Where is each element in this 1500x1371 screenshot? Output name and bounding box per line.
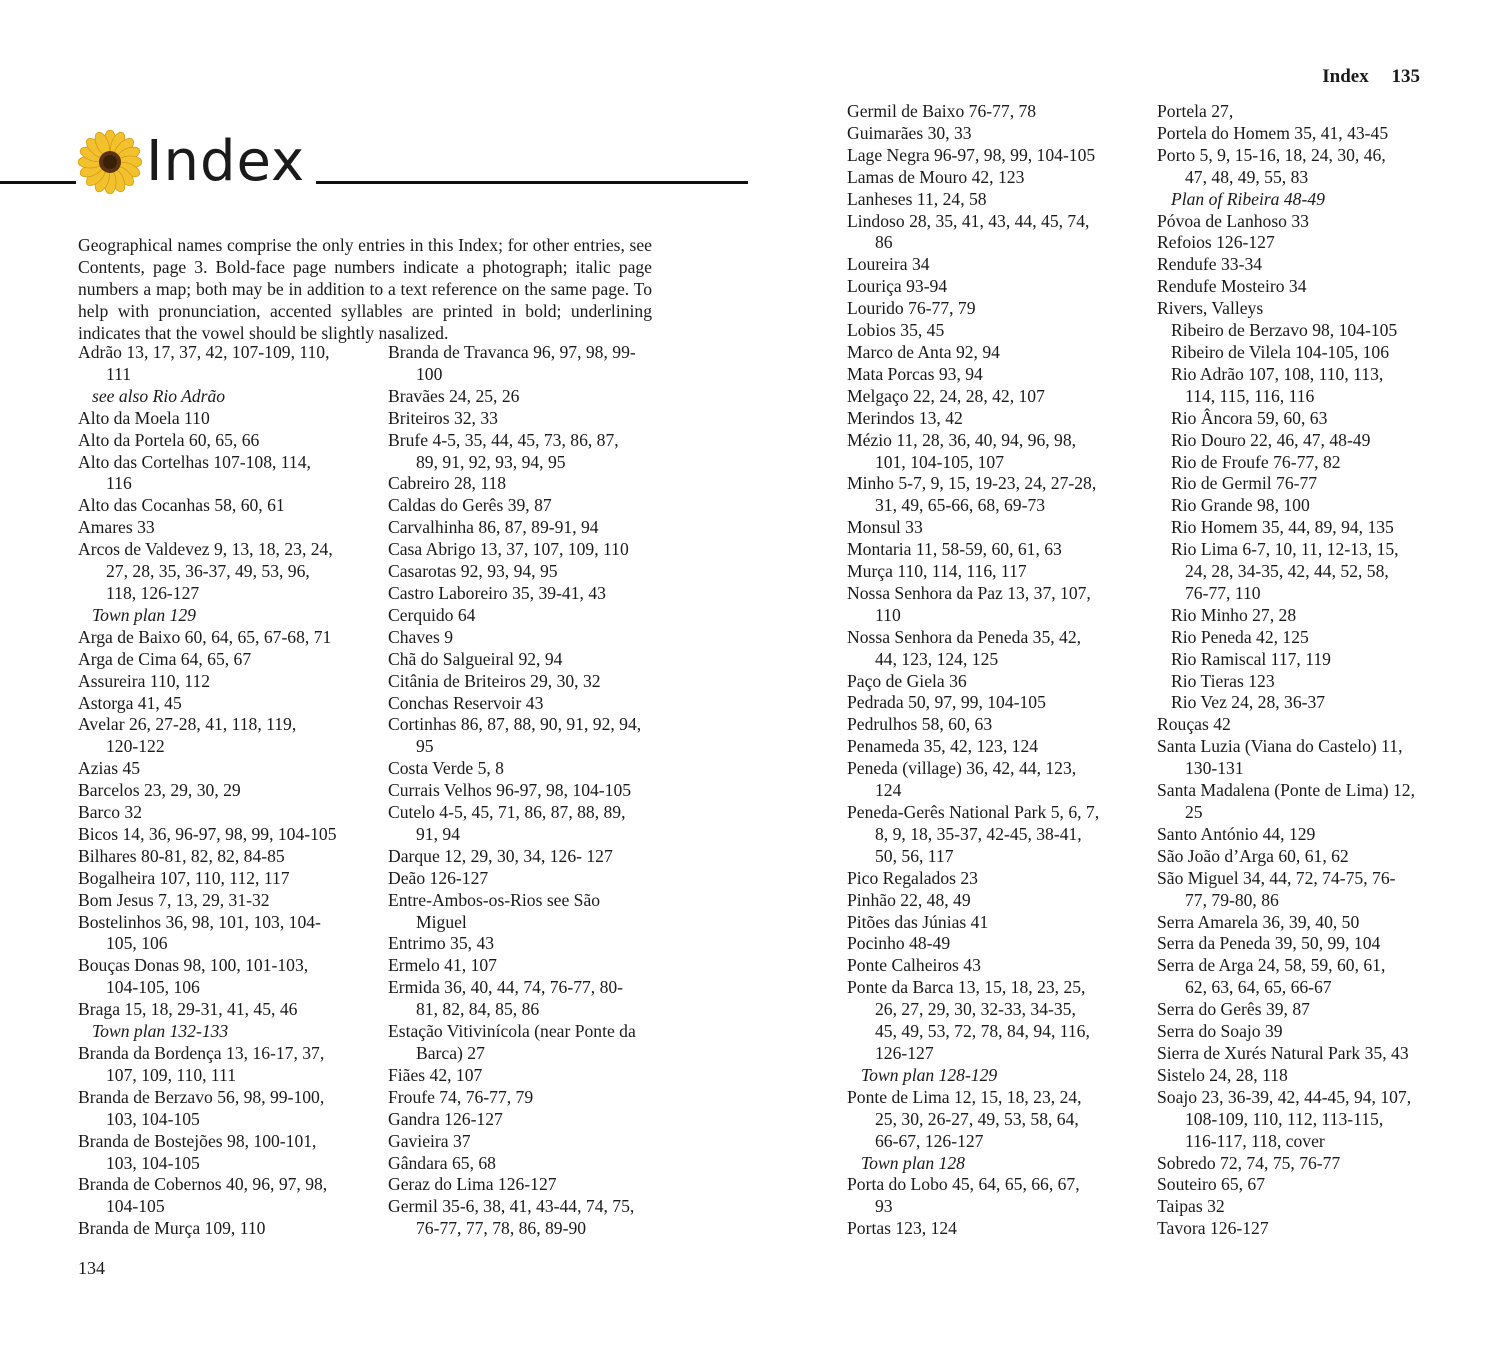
index-entry: 118, 126-127	[106, 582, 200, 603]
index-entry: Amares 33	[78, 517, 155, 538]
index-entry: Portela do Homem 35, 41, 43-45	[1157, 122, 1389, 143]
index-entry: Ermida 36, 40, 44, 74, 76-77, 80-	[388, 977, 624, 998]
index-entry: Rio Peneda 42, 125	[1171, 626, 1309, 647]
index-entry: Rio Homem 35, 44, 89, 94, 135	[1171, 517, 1394, 538]
index-entry: see also Rio Adrão	[92, 385, 226, 406]
index-entry: Branda de Travanca 96, 97, 98, 99-	[388, 342, 636, 362]
index-entry: Town plan 128-129	[861, 1064, 998, 1085]
index-entry: Barca) 27	[416, 1043, 485, 1063]
index-entry: 25	[1185, 802, 1203, 822]
index-entry: 66-67, 126-127	[875, 1130, 984, 1151]
index-entry: Barco 32	[78, 802, 143, 823]
index-entry: Tavora 126-127	[1157, 1218, 1269, 1239]
index-entry: Taipas 32	[1157, 1196, 1225, 1217]
index-entry: Serra do Soajo 39	[1157, 1021, 1283, 1042]
index-entry: Rouças 42	[1157, 714, 1231, 735]
index-entry: 31, 49, 65-66, 68, 69-73	[875, 495, 1046, 516]
index-entry: 110	[875, 604, 901, 625]
index-entry: 108-109, 110, 112, 113-115,	[1185, 1108, 1384, 1129]
index-entry: 45, 49, 53, 72, 78, 84, 94, 116,	[875, 1021, 1090, 1042]
index-entry: Bostelinhos 36, 98, 101, 103, 104-	[78, 911, 321, 932]
index-entry: Rivers, Valleys	[1157, 298, 1264, 319]
index-entry: Azias 45	[78, 758, 141, 779]
index-entry: 124	[875, 780, 902, 801]
index-entry: Murça 110, 114, 116, 117	[847, 561, 1027, 582]
index-entry: Santa Luzia (Viana do Castelo) 11,	[1157, 736, 1403, 757]
index-entry: Bogalheira 107, 110, 112, 117	[78, 867, 290, 888]
index-entry: Lamas de Mouro 42, 123	[847, 166, 1025, 187]
index-entry: Alto das Cortelhas 107-108, 114,	[78, 451, 311, 472]
index-entry: 77, 79-80, 86	[1185, 889, 1279, 910]
index-entry: Bicos 14, 36, 96-97, 98, 99, 104-105	[78, 823, 337, 844]
index-entry: Branda da Bordença 13, 16-17, 37,	[78, 1043, 325, 1063]
index-column-4	[1157, 101, 1467, 1240]
index-entry: 44, 123, 124, 125	[875, 648, 999, 669]
index-entry: Briteiros 32, 33	[388, 407, 498, 428]
sunflower-icon	[78, 130, 142, 194]
index-entry: Plan of Ribeira 48-49	[1171, 188, 1325, 209]
index-entry: 130-131	[1185, 758, 1244, 779]
index-entry: Arga de Cima 64, 65, 67	[78, 648, 252, 669]
index-entry: 47, 48, 49, 55, 83	[1185, 166, 1309, 187]
index-entry: Braga 15, 18, 29-31, 41, 45, 46	[78, 999, 298, 1020]
index-entry: Cortinhas 86, 87, 88, 90, 91, 92, 94,	[388, 714, 642, 735]
index-entry: 101, 104-105, 107	[875, 451, 1005, 472]
index-entry: Branda de Murça 109, 110	[78, 1218, 266, 1239]
index-entry: Germil de Baixo 76-77, 78	[847, 101, 1037, 121]
running-header-page: 135	[1391, 66, 1420, 87]
index-entry: Monsul 33	[847, 517, 923, 538]
index-entry: 114, 115, 116, 116	[1185, 385, 1315, 406]
index-entry: Ponte da Barca 13, 15, 18, 23, 25,	[847, 977, 1086, 998]
index-entry: Froufe 74, 76-77, 79	[388, 1086, 534, 1107]
index-entry: Rio Âncora 59, 60, 63	[1171, 407, 1328, 428]
index-entry: Germil 35-6, 38, 41, 43-44, 74, 75,	[388, 1196, 635, 1217]
index-entry: Serra de Arga 24, 58, 59, 60, 61,	[1157, 955, 1386, 976]
index-entry: Rio Douro 22, 46, 47, 48-49	[1171, 429, 1371, 450]
index-entry: Caldas do Gerês 39, 87	[388, 495, 552, 516]
index-entry: Sierra de Xurés Natural Park 35, 43	[1157, 1042, 1409, 1063]
index-title-row	[0, 124, 760, 204]
index-entry: Refoios 126-127	[1157, 232, 1275, 253]
index-entry: Santa Madalena (Ponte de Lima) 12,	[1157, 780, 1415, 801]
index-entry: Mézio 11, 28, 36, 40, 94, 96, 98,	[847, 429, 1077, 450]
index-entry: Gavieira 37	[388, 1130, 471, 1151]
index-entry: Serra da Peneda 39, 50, 99, 104	[1157, 933, 1381, 954]
index-entry: Town plan 132-133	[92, 1021, 229, 1042]
index-entry: 76-77, 77, 78, 86, 89-90	[416, 1218, 587, 1239]
index-entry: 86	[875, 232, 893, 253]
running-header-section: Index	[1322, 66, 1369, 87]
index-column-2	[388, 342, 688, 1240]
index-entry: Marco de Anta 92, 94	[847, 341, 1000, 362]
index-entry: Adrão 13, 17, 37, 42, 107-109, 110,	[78, 342, 330, 362]
index-entry: Minho 5-7, 9, 15, 19-23, 24, 27-28,	[847, 473, 1097, 494]
index-entry: Rio Grande 98, 100	[1171, 495, 1310, 516]
index-entry: Deão 126-127	[388, 867, 489, 888]
index-entry: 126-127	[875, 1042, 934, 1063]
running-header	[1304, 66, 1420, 88]
index-entry: Mata Porcas 93, 94	[847, 363, 983, 384]
index-entry: 120-122	[106, 736, 165, 757]
intro-paragraph: Geographical names comprise the only entries in this Index; for other entries, see Contents, page 3. Bold-face page numbers indicate a photograph; italic page numbers a map; both may be in addition to a text reference on the same page. To help with pronunciation, accented syllables are printed in bold; underlining indicates that the vowel should be slightly nasalized.	[78, 234, 652, 343]
index-entry: 25, 30, 26-27, 49, 53, 58, 64,	[875, 1108, 1079, 1129]
index-entry: Gândara 65, 68	[388, 1152, 496, 1173]
index-entry: Arcos de Valdevez 9, 13, 18, 23, 24,	[78, 539, 333, 560]
index-entry: Cerquido 64	[388, 604, 476, 625]
index-entry: Soajo 23, 36-39, 42, 44-45, 94, 107,	[1157, 1086, 1412, 1107]
index-entry: Branda de Bostejões 98, 100-101,	[78, 1130, 317, 1151]
index-entry: Cutelo 4-5, 45, 71, 86, 87, 88, 89,	[388, 802, 626, 823]
index-entry: Barcelos 23, 29, 30, 29	[78, 780, 241, 801]
index-entry: Gandra 126-127	[388, 1108, 503, 1129]
page-title: Index	[146, 129, 306, 194]
page-number: 134	[78, 1258, 105, 1278]
index-entry: Fiães 42, 107	[388, 1064, 483, 1085]
index-entry: Darque 12, 29, 30, 34, 126- 127	[388, 845, 613, 866]
index-entry: Pico Regalados 23	[847, 867, 978, 888]
index-entry: Entrimo 35, 43	[388, 933, 495, 954]
index-entry: 107, 109, 110, 111	[106, 1064, 236, 1085]
index-entry: Portela 27,	[1157, 101, 1234, 121]
index-entry: Alto das Cocanhas 58, 60, 61	[78, 495, 285, 516]
index-entry: Pedrulhos 58, 60, 63	[847, 714, 993, 735]
index-entry: São Miguel 34, 44, 72, 74-75, 76-	[1157, 867, 1396, 888]
index-entry: 103, 104-105	[106, 1108, 200, 1129]
index-entry: Lobios 35, 45	[847, 320, 945, 341]
index-entry: Serra Amarela 36, 39, 40, 50	[1157, 911, 1360, 932]
index-entry: Branda de Cobernos 40, 96, 97, 98,	[78, 1174, 328, 1195]
index-entry: Chã do Salgueiral 92, 94	[388, 648, 563, 669]
index-entry: Peneda-Gerês National Park 5, 6, 7,	[847, 802, 1100, 822]
index-entry: Astorga 41, 45	[78, 692, 182, 713]
index-entry: 50, 56, 117	[875, 845, 954, 866]
index-entry: Lindoso 28, 35, 41, 43, 44, 45, 74,	[847, 210, 1090, 231]
index-entry: Pedrada 50, 97, 99, 104-105	[847, 692, 1046, 713]
index-entry: Avelar 26, 27-28, 41, 118, 119,	[78, 714, 297, 735]
index-entry: Sobredo 72, 74, 75, 76-77	[1157, 1152, 1341, 1173]
index-entry: 105, 106	[106, 933, 168, 954]
index-entry: Santo António 44, 129	[1157, 823, 1316, 844]
index-entry: Rio Ramiscal 117, 119	[1171, 648, 1331, 669]
index-entry: Serra do Gerês 39, 87	[1157, 999, 1310, 1020]
index-entry: 76-77, 110	[1185, 582, 1261, 603]
index-entry: 93	[875, 1196, 893, 1217]
index-entry: 104-105	[106, 1196, 165, 1217]
index-entry: Alto da Moela 110	[78, 407, 210, 428]
index-entry: Rio Tieras 123	[1171, 670, 1275, 691]
index-entry: Rendufe Mosteiro 34	[1157, 276, 1307, 297]
index-entry: São João d’Arga 60, 61, 62	[1157, 845, 1349, 866]
index-entry: Penameda 35, 42, 123, 124	[847, 736, 1039, 757]
index-entry: Pinhão 22, 48, 49	[847, 889, 971, 910]
index-entry: Entre-Ambos-os-Rios see São	[388, 889, 601, 910]
index-entry: 81, 82, 84, 85, 86	[416, 999, 540, 1020]
index-entry: Rendufe 33-34	[1157, 254, 1263, 275]
index-entry: 104-105, 106	[106, 977, 200, 998]
index-entry: Bravães 24, 25, 26	[388, 385, 520, 406]
index-entry: Chaves 9	[388, 626, 453, 647]
index-entry: Guimarães 30, 33	[847, 122, 972, 143]
index-entry: Nossa Senhora da Paz 13, 37, 107,	[847, 582, 1091, 603]
title-rule-right	[316, 181, 748, 184]
index-entry: 111	[106, 363, 132, 384]
index-entry: Casa Abrigo 13, 37, 107, 109, 110	[388, 539, 629, 560]
index-entry: Bouças Donas 98, 100, 101-103,	[78, 955, 309, 976]
index-entry: Citânia de Briteiros 29, 30, 32	[388, 670, 601, 691]
index-entry: Alto da Portela 60, 65, 66	[78, 429, 260, 450]
index-column-3	[847, 101, 1147, 1240]
index-entry: 26, 27, 29, 30, 32-33, 34-35,	[875, 999, 1076, 1020]
index-entry: Porto 5, 9, 15-16, 18, 24, 30, 46,	[1157, 144, 1386, 165]
index-entry: Lanheses 11, 24, 58	[847, 188, 987, 209]
index-entry: Ermelo 41, 107	[388, 955, 497, 976]
index-entry: Miguel	[416, 911, 467, 932]
index-entry: Sistelo 24, 28, 118	[1157, 1064, 1288, 1085]
index-entry: Town plan 128	[861, 1152, 965, 1173]
index-entry: Bilhares 80-81, 82, 82, 84-85	[78, 845, 285, 866]
index-entry: Town plan 129	[92, 604, 196, 625]
index-entry: Castro Laboreiro 35, 39-41, 43	[388, 582, 606, 603]
index-entry: Souteiro 65, 67	[1157, 1174, 1266, 1195]
index-entry: Estação Vitivinícola (near Ponte da	[388, 1021, 636, 1042]
index-entry: 8, 9, 18, 35-37, 42-45, 38-41,	[875, 823, 1082, 844]
index-entry: Lage Negra 96-97, 98, 99, 104-105	[847, 144, 1096, 165]
index-entry: Rio Adrão 107, 108, 110, 113,	[1171, 363, 1384, 384]
index-entry: Paço de Giela 36	[847, 670, 967, 691]
index-entry: Pitões das Júnias 41	[847, 911, 989, 932]
index-entry: Rio de Froufe 76-77, 82	[1171, 451, 1341, 472]
index-entry: Montaria 11, 58-59, 60, 61, 63	[847, 539, 1062, 560]
index-entry: 89, 91, 92, 93, 94, 95	[416, 451, 566, 472]
index-entry: Costa Verde 5, 8	[388, 758, 504, 779]
index-entry: Póvoa de Lanhoso 33	[1157, 210, 1309, 231]
index-entry: Branda de Berzavo 56, 98, 99-100,	[78, 1086, 325, 1107]
index-column-1	[78, 342, 378, 1240]
index-entry: 116	[106, 473, 132, 494]
index-entry: Casarotas 92, 93, 94, 95	[388, 561, 558, 582]
index-entry: Conchas Reservoir 43	[388, 692, 544, 713]
index-entry: Rio Minho 27, 28	[1171, 604, 1297, 625]
index-entry: 62, 63, 64, 65, 66-67	[1185, 977, 1332, 998]
index-entry: Brufe 4-5, 35, 44, 45, 73, 86, 87,	[388, 429, 619, 450]
index-entry: Carvalhinha 86, 87, 89-91, 94	[388, 517, 599, 538]
index-entry: Lourido 76-77, 79	[847, 298, 976, 319]
index-entry: Cabreiro 28, 118	[388, 473, 507, 494]
index-entry: Ponte Calheiros 43	[847, 955, 981, 976]
index-entry: Nossa Senhora da Peneda 35, 42,	[847, 626, 1082, 647]
index-entry: Ponte de Lima 12, 15, 18, 23, 24,	[847, 1086, 1082, 1107]
index-entry: Melgaço 22, 24, 28, 42, 107	[847, 385, 1045, 406]
index-entry: 27, 28, 35, 36-37, 49, 53, 96,	[106, 561, 310, 582]
index-entry: Peneda (village) 36, 42, 44, 123,	[847, 758, 1077, 779]
index-entry: 24, 28, 34-35, 42, 44, 52, 58,	[1185, 561, 1389, 582]
index-entry: Rio Vez 24, 28, 36-37	[1171, 692, 1326, 713]
index-entry: Rio de Germil 76-77	[1171, 473, 1318, 494]
index-entry: Geraz do Lima 126-127	[388, 1174, 557, 1195]
index-entry: 95	[416, 736, 434, 757]
index-entry: Porta do Lobo 45, 64, 65, 66, 67,	[847, 1174, 1080, 1195]
index-entry: Arga de Baixo 60, 64, 65, 67-68, 71	[78, 626, 332, 647]
index-entry: Assureira 110, 112	[78, 670, 211, 691]
index-entry: Portas 123, 124	[847, 1218, 957, 1239]
index-entry: Louriça 93-94	[847, 276, 948, 297]
index-entry: 103, 104-105	[106, 1152, 200, 1173]
index-entry: 100	[416, 363, 443, 384]
index-entry: Ribeiro de Berzavo 98, 104-105	[1171, 320, 1398, 341]
index-entry: Pocinho 48-49	[847, 933, 951, 954]
index-entry: Currais Velhos 96-97, 98, 104-105	[388, 780, 632, 801]
index-entry: 116-117, 118, cover	[1185, 1130, 1325, 1151]
index-entry: Loureira 34	[847, 254, 930, 275]
index-entry: Rio Lima 6-7, 10, 11, 12-13, 15,	[1171, 539, 1399, 560]
title-rule-left	[0, 181, 76, 184]
index-entry: Ribeiro de Vilela 104-105, 106	[1171, 341, 1390, 362]
index-entry: 91, 94	[416, 823, 460, 844]
index-entry: Bom Jesus 7, 13, 29, 31-32	[78, 889, 270, 910]
index-entry: Merindos 13, 42	[847, 407, 963, 428]
